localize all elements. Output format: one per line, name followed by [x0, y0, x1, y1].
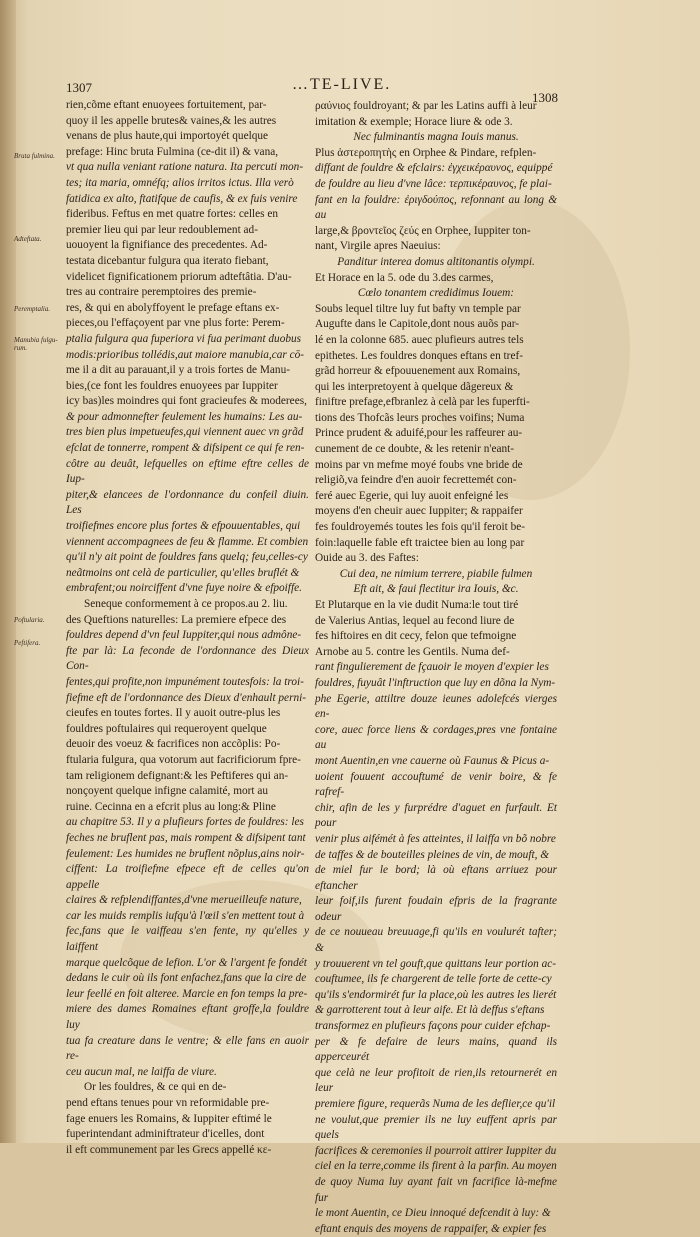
text-line: lé en la colonne 685. auec plufieurs autres tels: [315, 333, 524, 346]
text-line: eftant enquis des moyens de rappaifer, & expier fes: [315, 1222, 547, 1235]
text-line: moyens d'en cheuir auec Iuppiter; & rappaifer: [315, 505, 523, 518]
page-number-left: 1307: [66, 80, 92, 95]
text-line: feches ne bruflent pas, mais rompent & difsipent tant: [66, 831, 306, 844]
text-line: moins par vn mefme moyé foubs vne bride de: [315, 458, 523, 471]
text-line: diffant de fouldre & efclairs: ἐγχεικέραυνος, equippé: [315, 162, 553, 175]
text-line: Et Horace en la 5. ode du 3.des carmes,: [315, 271, 494, 284]
text-line: ciel en la terre,comme ils firent à la parfin. Au moyen: [315, 1160, 557, 1173]
text-line: bies,(ce font les fouldres enuoyees par Iuppiter: [66, 379, 278, 392]
text-line: ptalia fulgura qua fuperiora vi fua perimant duobus: [66, 332, 302, 345]
text-line: tres bien plus impetueufes,qui viennent auec vn grãd: [66, 426, 304, 439]
text-line: ραύνιος fouldroyant; & par les Latins auffi à leur: [315, 100, 537, 112]
text-line: res, & qui en abolyffoyent le prefage eftans ex-: [66, 301, 280, 314]
text-line: modis:prioribus tollédis,aut maiore manubia,car cō-: [66, 348, 305, 361]
verse-quote: Cœlo tonantem credidimus Iouem:: [357, 287, 515, 300]
text-line: couftumee, ils fe chargerent de telle forte de cette-cy: [315, 973, 552, 986]
text-line: Soubs lequel tiltre luy fut bafty vn temple par: [315, 302, 521, 315]
text-line: fiefme eft de l'ordonnance des Dieux d'enhault perni-: [66, 691, 307, 704]
text-line: cunement de ce doubte, & les retenir n'eant-: [315, 443, 515, 456]
text-line: fage enuers les Romains, & Iuppiter eftimé le: [66, 1112, 272, 1125]
text-line: rien,cõme eftant enuoyees fortuitement, par-: [66, 99, 267, 111]
text-line: tes; ita maria, omnéfq; alios irritos ictus. Illa verò: [66, 176, 294, 189]
text-line: tam religionem defignant:& les Peftiferes qui an-: [66, 769, 289, 782]
text-line: nonçoyent quelque infigne calamité, mort au: [66, 785, 269, 798]
text-line: finiftre prefage,efbranlez à celà par les fuperfti-: [315, 396, 530, 409]
text-line: de ce nouueau breuuage,fi qu'ils en voulurét tafter; &: [315, 926, 557, 955]
text-line: claires & refplendiffantes,d'vne merueilleufe nature,: [66, 894, 302, 907]
text-line: leur feellé en foit alteree. Marcie en fon temps la pre-: [66, 987, 308, 1000]
text-line: imitation & exemple; Horace liure & ode 3.: [315, 115, 513, 128]
margin-note: Adteftata.: [14, 235, 42, 243]
text-line: tions des Thofcãs leurs proches voifins; Numa: [315, 411, 525, 424]
text-line: Plus ἀστεροπητὴς en Orphee & Pindare, refplen-: [315, 146, 537, 159]
page-number-right: 1308: [532, 90, 558, 105]
text-line: fes hiftoires en dit cecy, felon que tefmoigne: [315, 630, 517, 643]
text-line: foin:laquelle fable eft traictee bien au long par: [315, 536, 525, 549]
text-line: feulement: Les humides ne bruflent nõplus,ains noir-: [66, 847, 305, 860]
text-line: me il a dit au parauant,il y a trois fortes de Manu-: [66, 364, 290, 377]
text-line: Ouide au 3. des Faftes:: [315, 552, 419, 565]
text-line: marque quelcõque de lefion. L'or & l'argent fe fondét: [66, 956, 307, 969]
text-line: piter,& elancees de l'ordonnance du confeil diuin. Les: [66, 488, 309, 517]
text-line: mont Auentin,en vne cauerne où Faunus & Picus a-: [315, 754, 550, 767]
text-line: pend eftans tenues pour vn reformidable pre-: [66, 1097, 270, 1109]
text-line: qui les interpretoyent à quelque dãgereux &: [315, 380, 514, 393]
text-line: ceu aucun mal, ne laiffa de viure.: [66, 1065, 217, 1078]
text-line: de quoy Numa luy ayant fait vn facrifice là-mefme fur: [315, 1175, 557, 1204]
text-line: fant en la fouldre: ἐριγδούπος, refonnant au long & au: [315, 193, 557, 222]
text-line: premiere figure, requerãs Numa de les deflier,ce qu'il: [315, 1098, 556, 1110]
text-line: ftularia fulgura, qua votorum aut facrificiorum fpre-: [66, 753, 301, 766]
margin-note: Peremptalia.: [14, 305, 51, 313]
text-line: venir plus aifémét à fes atteintes, il laiffa vn bõ nobre: [315, 832, 556, 845]
text-line: uoient fouuent accouftumé de venir boire, & fe rafref-: [315, 770, 557, 799]
text-line: fes fouldroyemés toutes les fois qu'il feroit be-: [315, 521, 526, 534]
text-line: testata dicebantur fulgura qua iterato fiebant,: [66, 254, 269, 267]
verse-quote: Cui dea, ne nimium terrere, piabile fulmen: [339, 567, 533, 580]
text-line: icy bas)les moindres qui font gracieufes & moderees,: [66, 395, 307, 408]
text-line: fouldres, fuyuât l'inftruction que luy en dõna la Nym-: [315, 676, 556, 689]
text-line: que celà ne leur profitoit de rien,ils retournerét en leur: [315, 1066, 557, 1095]
text-line: de Valerius Antias, lequel au fecond liure de: [315, 614, 515, 627]
text-line: il eft communement par les Grecs appellé κε-: [66, 1143, 272, 1156]
text-line: epithetes. Les fouldres donques eftans en tref-: [315, 349, 523, 362]
text-line: neãtmoins ont celà de particulier, qu'elles bruflét &: [66, 566, 300, 579]
text-line: Or les fouldres, & ce qui en de-: [84, 1081, 227, 1094]
right-column: [315, 99, 557, 1237]
text-line: tua fa creature dans le ventre; & elle fans en auoir re-: [66, 1034, 309, 1063]
text-line: qu'ils s'endormirét fur la place,où les autres les lierét: [315, 988, 557, 1001]
text-line: côtre au deuât, lefquelles on eftime eftre celles de Iup-: [66, 457, 309, 486]
text-line: ciffent: La troifiefme efpece eft de celles qu'on appelle: [66, 863, 309, 891]
verse-quote: Panditur interea domus altitonantis olympi.: [337, 255, 535, 268]
text-line: viennent accompagnees de feu & flamme. Et combien: [66, 535, 309, 548]
text-line: fte par là: La feconde de l'ordonnance des Dieux Con-: [66, 644, 309, 673]
text-line: grãd horreur & efpouuenement aux Romains,: [315, 365, 521, 378]
text-line: dedans le cuir où ils font enfachez,fans que la cire de: [66, 972, 307, 985]
text-line: phe Egerie, attiltre douze ieunes adolefcés vierges en-: [315, 692, 557, 721]
text-line: de fouldre au lieu d'vne lâce: τερπικέραυνος, fe plai-: [315, 177, 552, 190]
text-line: car les muids remplis iufqu'à l'œil s'en mettent tout à: [66, 909, 305, 922]
margin-note: Peftifera.: [14, 639, 41, 647]
text-line: & garrotterent tout à leur aife. Et là deffus s'eftans: [315, 1004, 545, 1017]
margin-note: Bruta fulmina.: [14, 152, 55, 160]
text-line: venans de plus haute,qui importoyét quelque: [66, 130, 269, 143]
text-line: le mont Auentin, ce Dieu innoqué defcendit à luy: &: [315, 1207, 551, 1220]
text-line: fouldres depend d'vn feul Iuppiter,qui nous admône-: [66, 629, 302, 642]
text-line: y trouuerent vn tel gouft,que quittans leur portion ac-: [315, 957, 557, 970]
text-line: per & fe defaire de leurs mains, quand ils apperceurét: [315, 1035, 557, 1064]
text-line: tres au contraire peremptoires des premie-: [66, 286, 257, 299]
book-gutter: [0, 0, 16, 1143]
text-line: pieces,ou l'effaçoyent par vne plus forte: Perem-: [66, 317, 285, 330]
text-line: fideribus. Feftus en met quatre fortes: celles en: [66, 208, 279, 221]
text-line: au chapitre 53. Il y a plufieurs fortes de fouldres: les: [66, 816, 304, 829]
text-line: chir, afin de les y furprédre d'aguet en furfault. Et pour: [315, 801, 557, 830]
text-line: Arnobe au 5. contre les Gentils. Numa def-: [315, 645, 510, 658]
text-line: religiõ,va feindre d'en auoir fecrettemét con-: [315, 474, 517, 487]
margin-note: Poftularia.: [14, 616, 45, 624]
text-line: embrafent;ou noirciffent d'vne fuye noire & efpoiffe.: [66, 582, 302, 595]
text-line: de miel fur le bord; là où eftans arriuez pour eftancher: [315, 864, 557, 892]
text-line: & pour admonnefter feulement les humains: Les au-: [66, 410, 303, 423]
text-line: Et Plutarque en la vie dudit Numa:le tout tiré: [315, 599, 519, 611]
text-line: ruine. Cecinna en a efcrit plus au long:& Pline: [66, 800, 276, 813]
text-line: miere des dames Romaines eftant groffe,la fouldre luy: [66, 1003, 309, 1032]
text-line: Augufte dans le Capitole,dont nous auõs par-: [315, 318, 520, 331]
text-line: nant, Virgile apres Naeuius:: [315, 240, 441, 253]
text-line: fuperintendant adminiftrateur d'icelles, dont: [66, 1128, 265, 1141]
text-line: de taffes & de bouteilles pleines de vin, de mouft, &: [315, 848, 550, 861]
text-line: fec,fans que le vaiffeau s'en fente, ny qu'elles y laiffent: [66, 925, 309, 954]
text-line: ne voulut,que premier ils ne luy euffent apris par quels: [315, 1113, 557, 1142]
verse-quote: Nec fulminantis magna Iouis manus.: [353, 131, 519, 144]
text-line: fouldres poftulaires qui requeroyent quelque: [66, 722, 267, 735]
text-line: videlicet fignificationem priorum adteftâtia. D'au-: [66, 270, 292, 283]
text-line: transformez en plufieurs façons pour cuider efchap-: [315, 1020, 551, 1033]
running-title: …TE-LIVE.: [292, 76, 392, 93]
text-line: prefage: Hinc bruta Fulmina (ce-dit il) & vana,: [66, 145, 279, 158]
text-line: deuoir des voeuz & facrifices non accõplis: Po-: [66, 738, 281, 751]
text-line: facrifices & ceremonies il pourroit attirer Iuppiter du: [315, 1144, 557, 1157]
text-line: cieufes en toutes fortes. Il y auoit outre-plus les: [66, 707, 281, 720]
text-line: Seneque conformement à ce propos.au 2. liu.: [84, 598, 288, 610]
text-line: quoy il les appelle brutes& vaines,& les autres: [66, 114, 277, 127]
text-line: large,& βροντεῖος ζεύς en Orphee, Iuppiter ton-: [315, 224, 531, 237]
text-line: uouoyent la fignifiance des precedentes. Ad-: [66, 239, 268, 252]
text-line: leur foif,ils furent foudain efpris de la fragrante odeur: [315, 895, 557, 923]
left-column: [66, 98, 309, 1158]
text-line: core, auec force liens & cordages,pres vne fontaine au: [315, 723, 557, 752]
text-line: des Queftions naturelles: La premiere efpece des: [66, 613, 287, 626]
text-line: vt qua nulla veniant ratione natura. Ita percuti mon-: [66, 161, 304, 174]
text-line: feré auec Egerie, qui luy auoit enfeigné les: [315, 489, 509, 502]
text-line: Prince prudent & aduifé,pour les raffeurer au-: [315, 427, 523, 440]
margin-note: Manubia fulgu-rum.: [14, 336, 58, 352]
text-line: efclat de tonnerre, rompent & difsipent ce qui fe ren-: [66, 442, 305, 455]
text-line: fentes,qui profite,non impunément toutesfois: la troi-: [66, 675, 304, 688]
text-line: rant fingulierement de fçauoir le moyen d'expier les: [315, 661, 549, 674]
text-line: premier lieu qui par leur redoublement ad-: [66, 223, 258, 236]
text-line: qu'il n'y ait point de fouldres fans quelq; feu,celles-cy: [66, 551, 308, 564]
text-line: fatidica ex alto, ftatifque de caufis, & ex fuis venire: [66, 192, 298, 205]
verse-quote: Eft ait, & faui flectitur ira Iouis, &c.: [353, 583, 519, 596]
text-line: troifiefmes encore plus fortes & efpouuentables, qui: [66, 520, 301, 533]
